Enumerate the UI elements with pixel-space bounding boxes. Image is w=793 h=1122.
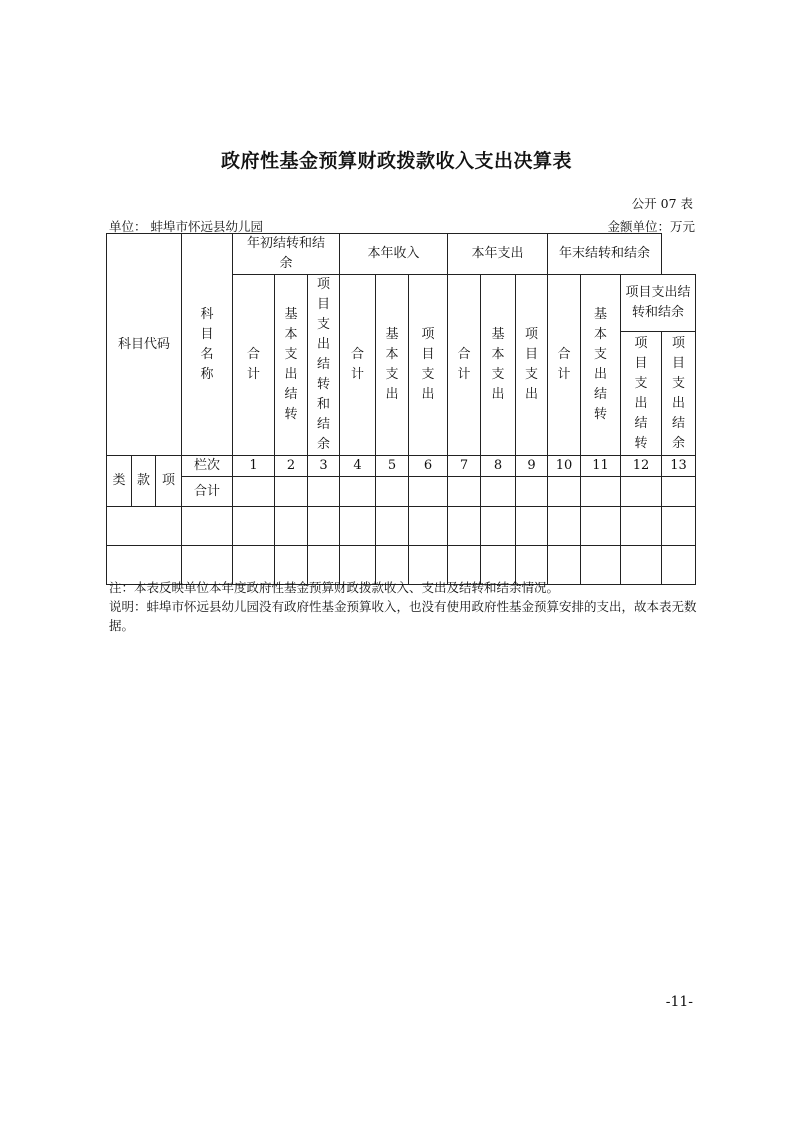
- total-label: 合计: [182, 477, 233, 507]
- table-cell: [581, 507, 621, 546]
- column-number: 8: [481, 456, 516, 477]
- header-end-basic-carry: 基本支出结转: [581, 275, 621, 456]
- column-number: 4: [340, 456, 376, 477]
- table-cell: [662, 507, 696, 546]
- budget-table: [106, 233, 696, 585]
- table-row: [107, 507, 696, 546]
- header-income-project: 项目支出: [409, 275, 448, 456]
- table-cell: [308, 477, 340, 507]
- header-section: 款: [132, 456, 156, 507]
- unit-label: 单位： 蚌埠市怀远县幼儿园: [109, 219, 263, 234]
- table-cell: [409, 507, 448, 546]
- header-category: 类: [107, 456, 132, 507]
- table-cell: [548, 507, 581, 546]
- table-cell: [107, 507, 182, 546]
- header-begin-total: 合计: [233, 275, 275, 456]
- table-cell: [340, 477, 376, 507]
- table-cell: [621, 477, 662, 507]
- column-number: 7: [448, 456, 481, 477]
- table-cell: [481, 477, 516, 507]
- header-begin-project-carry-balance: 项目支出结转和结余: [308, 275, 340, 456]
- header-expense-basic: 基本支出: [481, 275, 516, 456]
- column-number: 5: [376, 456, 409, 477]
- money-unit: 金额单位：万元: [607, 219, 695, 234]
- column-number: 1: [233, 456, 275, 477]
- table-cell: [516, 477, 548, 507]
- header-subject-name: 科目名称: [182, 234, 233, 456]
- table-cell: [481, 507, 516, 546]
- table-cell: [548, 477, 581, 507]
- header-expense: 本年支出: [448, 234, 548, 275]
- table-cell: [376, 507, 409, 546]
- page-title: 政府性基金预算财政拨款收入支出决算表: [220, 150, 572, 172]
- explanation-text: 说明：蚌埠市怀远县幼儿园没有政府性基金预算收入，也没有使用政府性基金预算安排的支出，故本表无数据。: [109, 599, 697, 633]
- column-number: 6: [409, 456, 448, 477]
- table-cell: [376, 477, 409, 507]
- header-expense-total: 合计: [448, 275, 481, 456]
- table-cell: [448, 507, 481, 546]
- column-number: 12: [621, 456, 662, 477]
- header-project-carry: 项目支出结转: [621, 332, 662, 456]
- header-subject-code: 科目代码: [107, 234, 182, 456]
- column-number: 13: [662, 456, 696, 477]
- table-cell: [275, 477, 308, 507]
- table-cell: [233, 507, 275, 546]
- column-number: 3: [308, 456, 340, 477]
- note-text: 注：本表反映单位本年度政府性基金预算财政拨款收入、支出及结转和结余情况。: [109, 580, 560, 595]
- table-cell: [581, 477, 621, 507]
- table-cell: [621, 507, 662, 546]
- column-number: 10: [548, 456, 581, 477]
- table-cell: [340, 507, 376, 546]
- header-item: 项: [156, 456, 182, 507]
- column-number: 2: [275, 456, 308, 477]
- header-income: 本年收入: [340, 234, 448, 275]
- header-end-total: 合计: [548, 275, 581, 456]
- table-cell: [233, 477, 275, 507]
- header-begin-balance: 年初结转和结余: [233, 234, 340, 275]
- form-code: 公开 07 表: [631, 196, 693, 211]
- notes-block: [109, 578, 699, 635]
- page-number: -11-: [665, 994, 693, 1010]
- column-number: 11: [581, 456, 621, 477]
- header-end-balance: 年末结转和结余: [548, 234, 662, 275]
- table-cell: [448, 477, 481, 507]
- table-cell: [275, 507, 308, 546]
- table-cell: [662, 477, 696, 507]
- header-project-end: 项目支出结转和结余: [621, 275, 696, 332]
- header-income-basic: 基本支出: [376, 275, 409, 456]
- column-number: 9: [516, 456, 548, 477]
- table-cell: [308, 507, 340, 546]
- header-begin-basic-carry: 基本支出结转: [275, 275, 308, 456]
- header-income-total: 合计: [340, 275, 376, 456]
- header-expense-project: 项目支出: [516, 275, 548, 456]
- column-label: 栏次: [182, 456, 233, 477]
- table-cell: [182, 507, 233, 546]
- table-cell: [516, 507, 548, 546]
- total-row: [107, 477, 696, 507]
- header-project-balance: 项目支出结余: [662, 332, 696, 456]
- table-cell: [409, 477, 448, 507]
